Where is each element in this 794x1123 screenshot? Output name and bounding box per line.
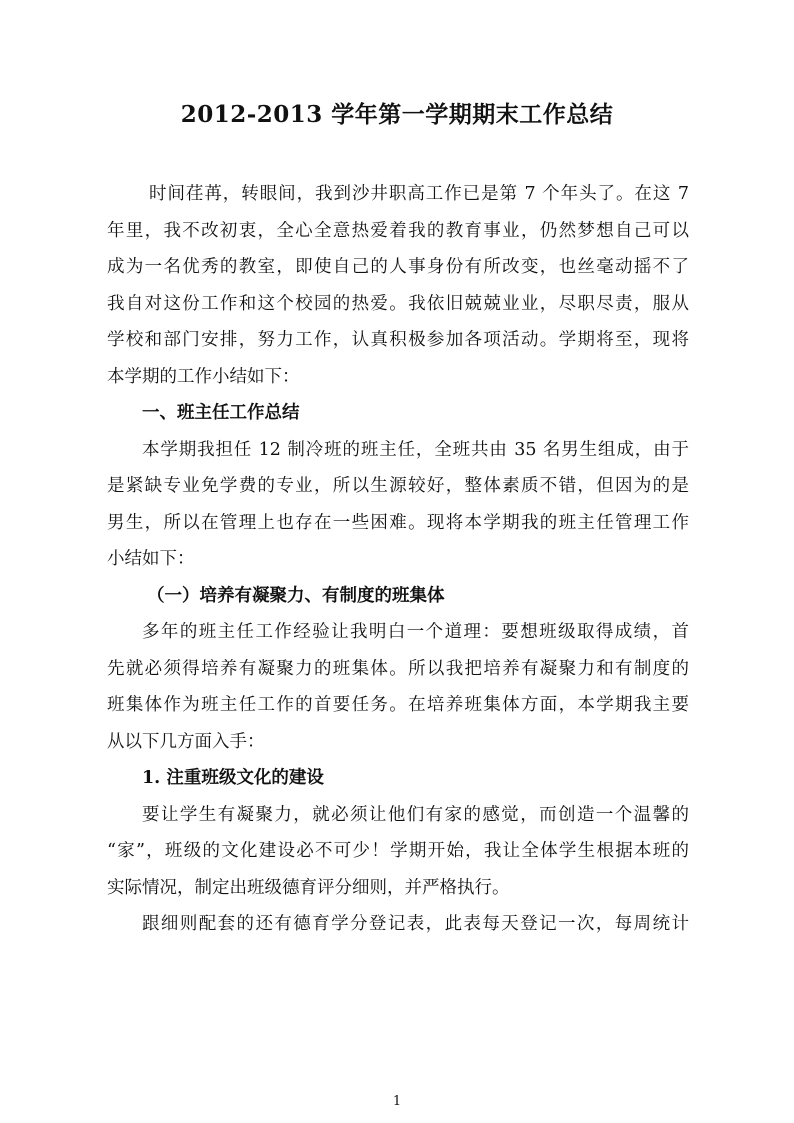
paragraph-line: 时间荏苒，转眼间，我到沙井职高工作已是第 7 个年头了。在这 7 [149,184,689,204]
paragraph-line: 年里，我不改初衷，全心全意热爱着我的教育事业，仍然梦想自己可以 [107,220,689,241]
paragraph-line: 学校和部门安排，努力工作，认真积极参加各项活动。学期将至，现将 [107,330,689,350]
paragraph-line: 要让学生有凝聚力，就必须让他们有家的感觉，而创造一个温馨的 [142,804,689,825]
paragraph-line: 男生，所以在管理上也存在一些困难。现将本学期我的班主任管理工作 [107,512,689,533]
page-number: 1 [392,1094,402,1109]
paragraph-line: 先就必须得培养有凝聚力的班集体。所以我把培养有凝聚力和有制度的 [107,658,689,679]
paragraph-line: 本学期我担任 12 制冷班的班主任，全班共由 35 名男生组成，由于 [142,439,689,460]
item-heading: 1. 注重班级文化的建设 [142,768,324,788]
document-title: 2012-2013 学年第一学期期末工作总结 [180,101,614,128]
paragraph-line: 是紧缺专业免学费的专业，所以生源较好，整体素质不错，但因为的是 [107,476,689,496]
paragraph-line: 成为一名优秀的教室，即使自己的人事身份有所改变，也丝毫动摇不了 [107,257,689,277]
subsection-heading: （一）培养有凝聚力、有制度的班集体 [147,585,445,606]
paragraph-line: 班集体作为班主任工作的首要任务。在培养班集体方面，本学期我主要 [107,695,689,715]
paragraph-line: 实际情况，制定出班级德育评分细则，并严格执行。 [107,877,510,898]
paragraph-line: 本学期的工作小结如下： [107,366,300,387]
paragraph-line: 我自对这份工作和这个校园的热爱。我依旧兢兢业业，尽职尽责，服从 [107,293,689,314]
paragraph-line: 小结如下： [107,549,195,569]
section-heading: 一、班主任工作总结 [142,403,300,423]
paragraph-line: 从以下几方面入手： [107,731,265,752]
paragraph-line: “家”，班级的文化建设必不可少！学期开始，我让全体学生根据本班的 [107,841,689,861]
document-body [107,176,689,943]
paragraph-line: 多年的班主任工作经验让我明白一个道理：要想班级取得成绩，首 [142,622,689,642]
paragraph-line: 跟细则配套的还有德育学分登记表，此表每天登记一次，每周统计 [142,914,689,934]
